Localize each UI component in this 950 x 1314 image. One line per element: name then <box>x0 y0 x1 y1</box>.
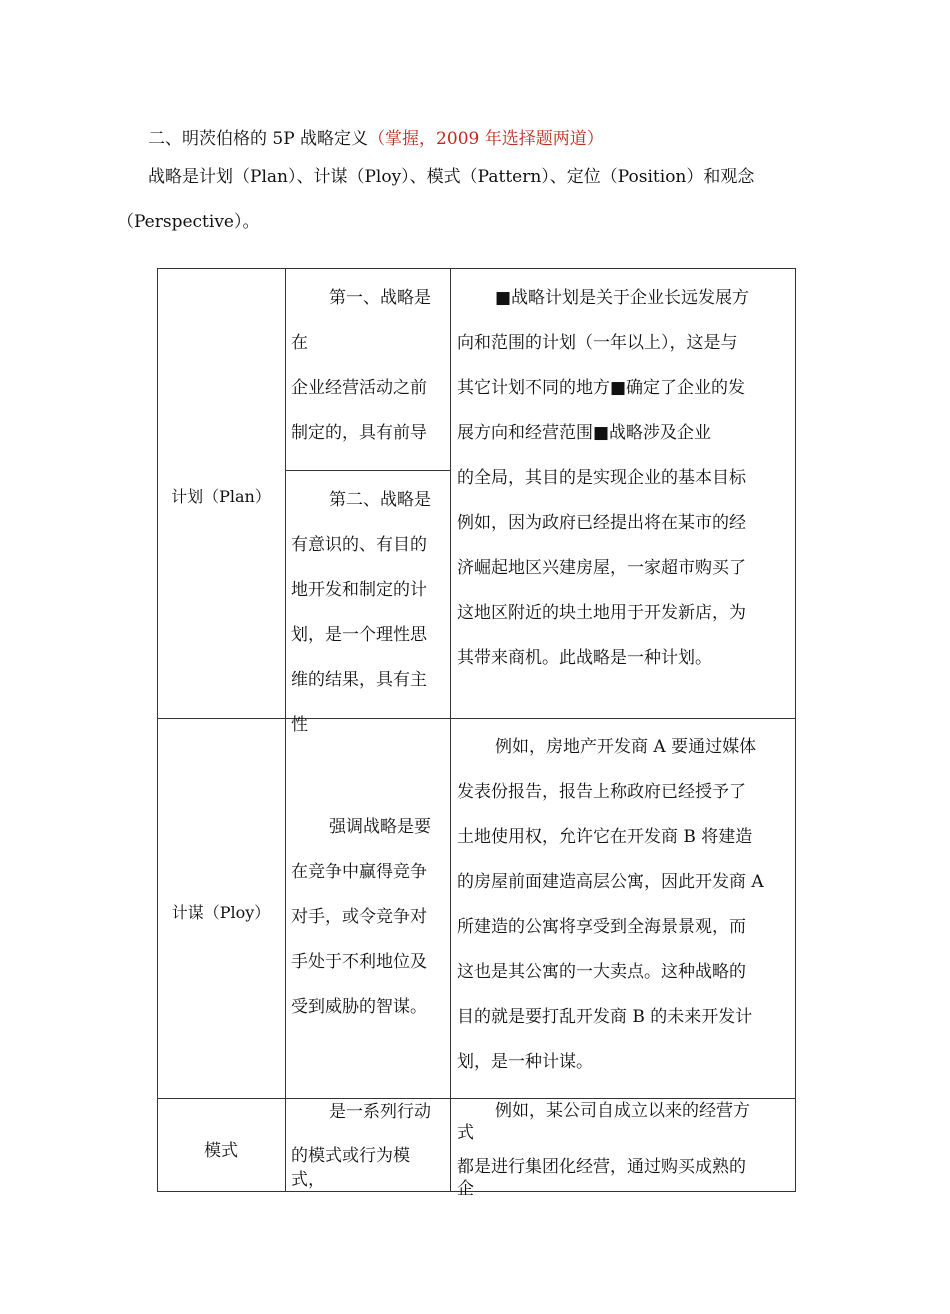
plan-detail-line: 的全局，其目的是实现企业的基本目标 <box>457 468 746 488</box>
plan-point-1-line: 企业经营活动之前 <box>291 378 427 398</box>
plan-detail <box>457 276 793 716</box>
ploy-example-line: 目的就是要打乱开发商 B 的未来开发计 <box>457 1007 753 1027</box>
ploy-example-line: 例如，房地产开发商 A 要通过媒体 <box>495 737 757 757</box>
pattern-example-line: 都是进行集团化经营，通过购买成熟的 <box>457 1157 746 1177</box>
plan-detail-line: 其它计划不同的地方■确定了企业的发 <box>457 378 746 398</box>
plan-detail-line: 向和范围的计划（一年以上），这是与 <box>457 333 738 353</box>
pattern-definition <box>291 1100 447 1191</box>
row-label-plan: 计划（Plan） <box>171 487 271 506</box>
pattern-example-line: 式 <box>457 1123 474 1143</box>
plan-point-2-line: 维的结果，具有主 <box>291 670 427 690</box>
ploy-definition-line: 对手，或令竞争对 <box>291 907 427 927</box>
plan-point-2 <box>291 478 447 735</box>
ploy-example-line: 这也是其公寓的一大卖点。这种战略的 <box>457 962 746 982</box>
ploy-example-line: 发表份报告，报告上称政府已经授予了 <box>457 782 746 802</box>
section-heading <box>148 124 604 149</box>
pattern-definition-line: 式， <box>291 1170 325 1190</box>
ploy-definition-line: 强调战略是要 <box>329 817 431 837</box>
plan-point-1 <box>291 276 447 468</box>
heading-prefix: 二、明茨伯格的 5P 战略定义 <box>148 129 369 149</box>
ploy-definition <box>291 805 447 1045</box>
ploy-example-line: 划，是一种计谋。 <box>457 1052 593 1072</box>
strategy-table <box>157 268 796 1199</box>
pattern-example-line: 企 <box>457 1179 474 1199</box>
plan-point-2-line: 性 <box>291 715 308 735</box>
row-label-pattern: 模式 <box>204 1141 238 1161</box>
ploy-example-line: 土地使用权，允许它在开发商 B 将建造 <box>457 827 753 847</box>
plan-point-2-line: 有意识的、有目的 <box>291 535 427 555</box>
plan-point-1-line: 制定的，具有前导 <box>291 423 427 443</box>
plan-point-2-line: 地开发和制定的计 <box>291 580 427 600</box>
ploy-definition-line: 在竞争中赢得竞争 <box>291 862 427 882</box>
plan-point-1-line: 在 <box>291 333 308 353</box>
ploy-definition-line: 受到威胁的智谋。 <box>291 997 427 1017</box>
intro-line-1: 战略是计划（Plan）、计谋（Ploy）、模式（Pattern）、定位（Position）和观念 <box>148 167 755 187</box>
intro-line-2: （Perspective）。 <box>117 212 260 232</box>
ploy-example-line: 的房屋前面建造高层公寓，因此开发商 A <box>457 872 764 892</box>
ploy-example <box>457 725 793 1095</box>
plan-point-2-line: 划，是一个理性思 <box>291 625 427 645</box>
plan-point-1-line: 第一、战略是 <box>329 288 431 308</box>
ploy-definition-line: 手处于不利地位及 <box>291 952 427 972</box>
plan-point-2-line: 第二、战略是 <box>329 490 431 510</box>
plan-detail-line: 展方向和经营范围■战略涉及企业 <box>457 423 712 443</box>
pattern-definition-line: 是一系列行动 <box>329 1102 431 1122</box>
plan-detail-line: 其带来商机。此战略是一种计划。 <box>457 648 712 668</box>
row-label-ploy: 计谋（Ploy） <box>171 903 271 922</box>
plan-detail-line: 济崛起地区兴建房屋，一家超市购买了 <box>457 558 746 578</box>
ploy-example-line: 所建造的公寓将享受到全海景景观，而 <box>457 917 746 937</box>
pattern-example <box>457 1100 793 1199</box>
plan-detail-line: 这地区附近的块土地用于开发新店，为 <box>457 603 746 623</box>
pattern-definition-line: 的模式或行为模 <box>291 1146 410 1166</box>
plan-detail-line: ■战略计划是关于企业长远发展方 <box>495 288 750 308</box>
heading-note: （掌握，2009 年选择题两道） <box>368 129 604 149</box>
plan-detail-line: 例如，因为政府已经提出将在某市的经 <box>457 513 746 533</box>
pattern-example-line: 例如，某公司自成立以来的经营方 <box>495 1101 750 1121</box>
